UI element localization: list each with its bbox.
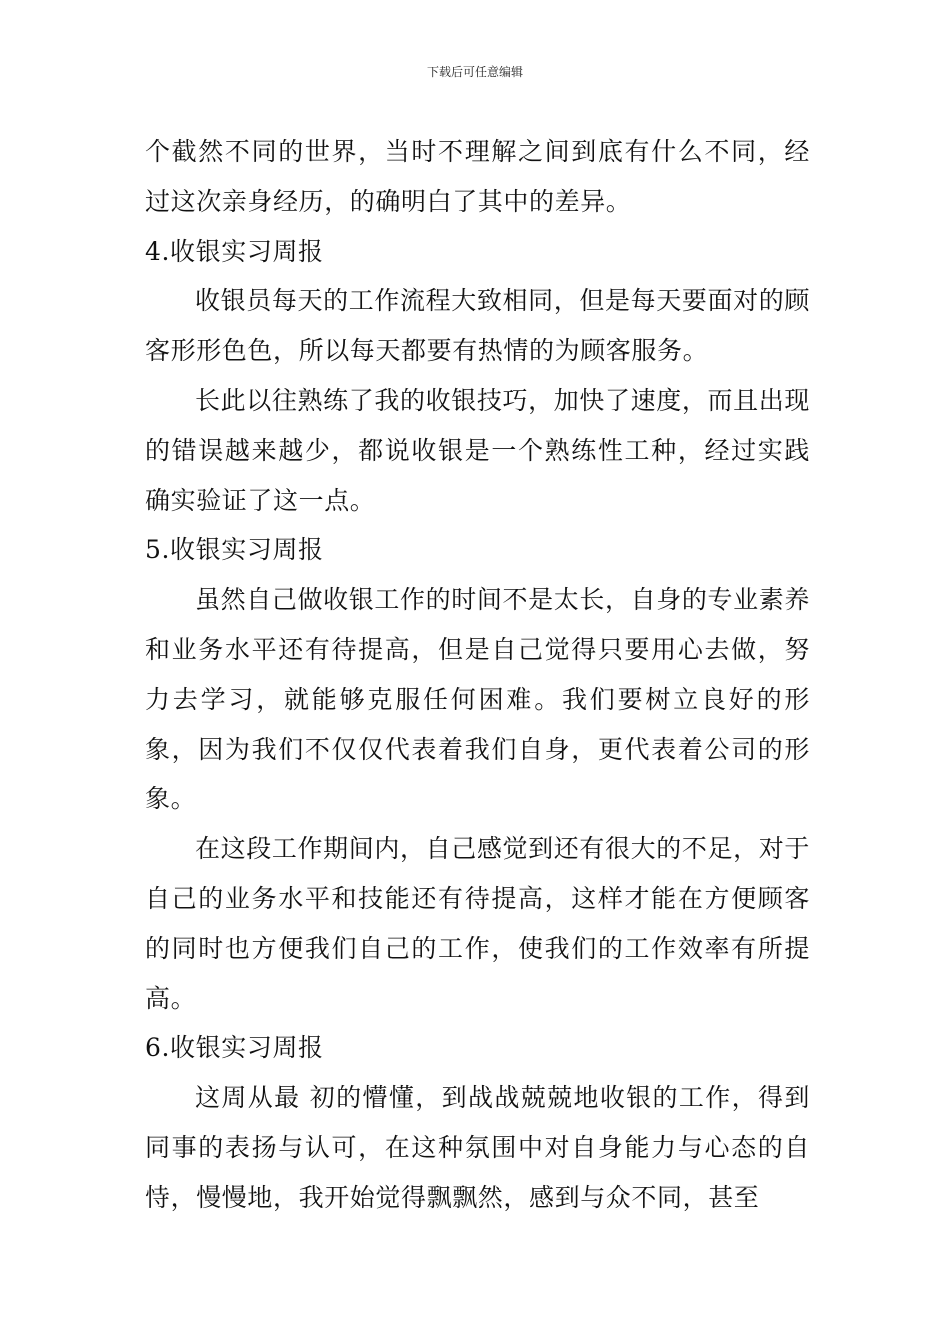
paragraph-continuation: 个截然不同的世界，当时不理解之间到底有什么不同，经过这次亲身经历，的确明白了其中的差异。 bbox=[145, 137, 810, 216]
paragraph: 这周从最 初的懵懂，到战战兢兢地收银的工作，得到同事的表扬与认可，在这种氛围中对自身能力与心态的自恃，慢慢地，我开始觉得飘飘然，感到与众不同，甚至 bbox=[145, 1083, 810, 1212]
paragraph: 长此以往熟练了我的收银技巧，加快了速度，而且出现的错误越来越少，都说收银是一个熟练性工种，经过实践确实验证了这一点。 bbox=[145, 385, 810, 515]
section-heading-5: 5.收银实习周报 bbox=[145, 535, 324, 565]
page-header: 下载后可任意编辑 bbox=[426, 65, 523, 79]
section-heading-4: 4.收银实习周报 bbox=[145, 236, 324, 266]
section-heading-6: 6.收银实习周报 bbox=[145, 1033, 324, 1063]
paragraph: 在这段工作期间内，自己感觉到还有很大的不足，对于自己的业务水平和技能还有待提高，这样才能在方便顾客的同时也方便我们自己的工作，使我们的工作效率有所提高。 bbox=[145, 834, 810, 1013]
paragraph: 收银员每天的工作流程大致相同，但是每天要面对的顾客形形色色，所以每天都要有热情的为顾客服务。 bbox=[145, 286, 810, 366]
document-body bbox=[145, 127, 810, 1223]
paragraph: 虽然自己做收银工作的时间不是太长，自身的专业素养和业务水平还有待提高，但是自己觉得只要用心去做，努力去学习，就能够克服任何困难。我们要树立良好的形象，因为我们不仅仅代表着我们自身，更代表着公司的形象。 bbox=[145, 585, 810, 814]
